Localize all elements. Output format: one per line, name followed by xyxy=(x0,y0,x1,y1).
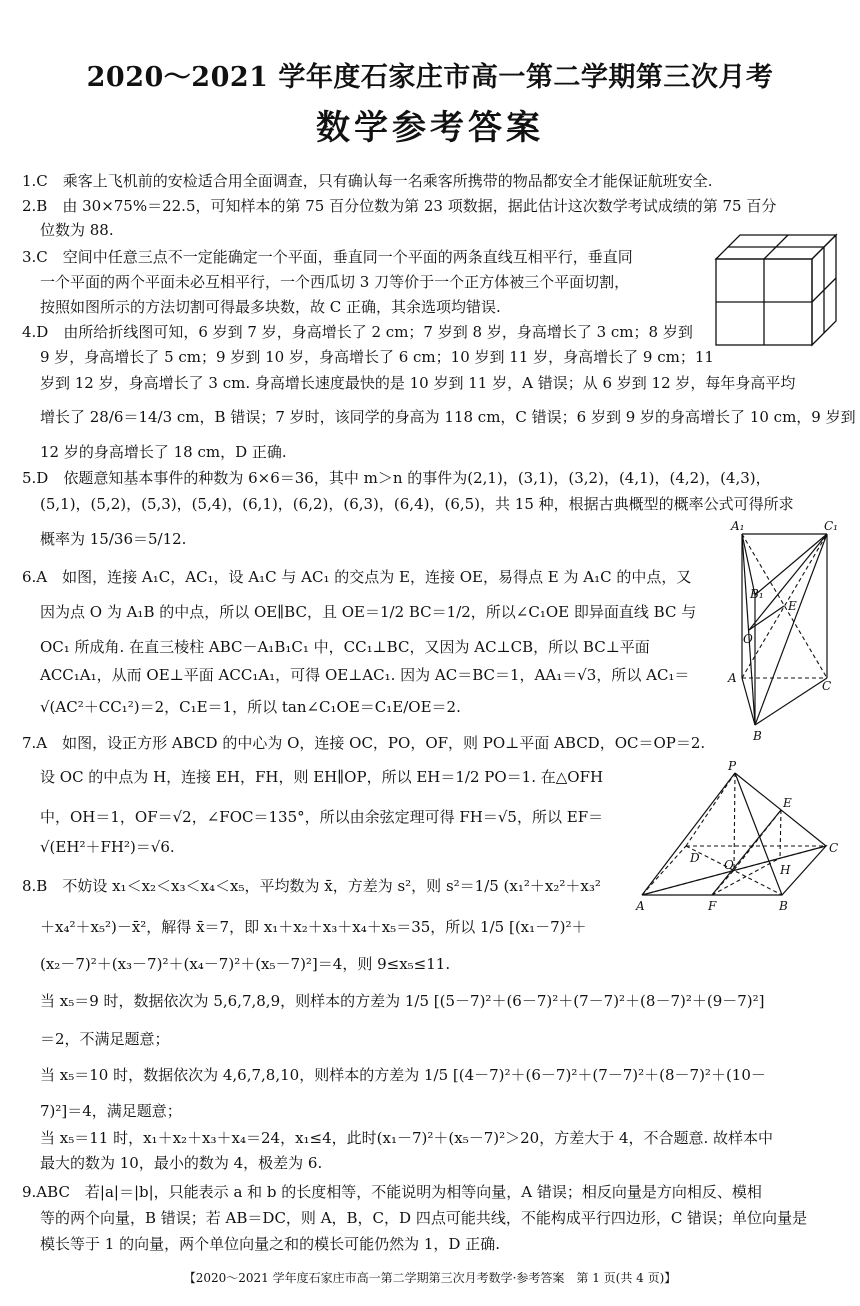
prism-label: A xyxy=(728,671,737,685)
prism-label: C₁ xyxy=(824,520,838,533)
pyramid-label: D xyxy=(690,851,700,865)
answer-line: 岁到 12 岁，身高增长了 3 cm. 身高增长速度最快的是 10 岁到 11 岁，A 错误；从 6 岁到 12 岁，每年身高平均 xyxy=(40,374,796,392)
answer-line: (5,1)，(5,2)，(5,3)，(5,4)，(6,1)，(6,2)，(6,3)，(6,4)，(6,5)，共 15 种，根据古典概型的概率公式可得所求 xyxy=(40,495,794,513)
answer-line: 按照如图所示的方法切割可得最多块数，故 C 正确，其余选项均错误. xyxy=(40,298,501,316)
answer-line: 因为点 O 为 A₁B 的中点，所以 OE∥BC，且 OE＝1/2 BC＝1/2，所以∠C₁OE 即异面直线 BC 与 xyxy=(40,603,697,621)
page-footer: 【2020～2021 学年度石家庄市高一第二学期第三次月考数学·参考答案 第 1 页(共 4 页)】 xyxy=(183,1271,677,1285)
prism-label: C xyxy=(822,679,832,693)
answer-line: ＋x₄²＋x₅²)－x̄²，解得 x̄＝7，即 x₁＋x₂＋x₃＋x₄＋x₅＝35，所以 1/5 [(x₁－7)²＋ xyxy=(40,918,587,936)
answer-line: OC₁ 所成角. 在直三棱柱 ABC－A₁B₁C₁ 中，CC₁⊥BC，又因为 AC⊥CB，所以 BC⊥平面 xyxy=(40,638,650,656)
answer-line: 中，OH＝1，OF＝√2，∠FOC＝135°，所以由余弦定理可得 FH＝√5，所以 EF＝ xyxy=(40,808,604,826)
answer-line: 设 OC 的中点为 H，连接 EH，FH，则 EH∥OP，所以 EH＝1/2 PO＝1. 在△OFH xyxy=(40,768,604,786)
answer-line: 6.A 如图，连接 A₁C，AC₁，设 A₁C 与 AC₁ 的交点为 E，连接 OE，易得点 E 为 A₁C 的中点，又 xyxy=(22,568,692,586)
answer-line: 5.D 依题意知基本事件的种数为 6×6＝36，其中 m＞n 的事件为(2,1)，(3,1)，(3,2)，(4,1)，(4,2)，(4,3)， xyxy=(22,469,771,487)
pyramid-figure xyxy=(630,758,845,918)
pyramid-label: C xyxy=(829,841,839,855)
prism-label: E xyxy=(788,599,797,613)
pyramid-label: O xyxy=(724,858,734,872)
answer-line: (x₂－7)²＋(x₃－7)²＋(x₄－7)²＋(x₅－7)²]＝4，则 9≤x₅≤11. xyxy=(40,955,451,973)
answer-line: ＝2，不满足题意； xyxy=(40,1030,170,1048)
pyramid-label: P xyxy=(728,759,737,773)
answer-line: 当 x₅＝9 时，数据依次为 5,6,7,8,9，则样本的方差为 1/5 [(5－7)²＋(6－7)²＋(7－7)²＋(8－7)²＋(9－7)²] xyxy=(40,992,765,1010)
prism-label: O xyxy=(743,632,753,646)
answer-line: 1.C 乘客上飞机前的安检适合用全面调查，只有确认每一名乘客所携带的物品都安全才能保证航班安全. xyxy=(22,172,713,190)
page-subtitle: 数学参考答案 xyxy=(316,108,544,148)
pyramid-label: B xyxy=(779,899,788,913)
pyramid-label: A xyxy=(636,899,645,913)
answer-line: 4.D 由所给折线图可知，6 岁到 7 岁，身高增长了 2 cm；7 岁到 8 岁，身高增长了 3 cm；8 岁到 xyxy=(22,323,693,341)
pyramid-label: H xyxy=(780,863,791,877)
answer-line: 12 岁的身高增长了 18 cm，D 正确. xyxy=(40,443,287,461)
cube-figure xyxy=(710,229,840,351)
answer-line: 当 x₅＝10 时，数据依次为 4,6,7,8,10，则样本的方差为 1/5 [(4－7)²＋(6－7)²＋(7－7)²＋(8－7)²＋(10－ xyxy=(40,1066,766,1084)
prism-label: B₁ xyxy=(750,587,764,601)
answer-line: 7)²]＝4，满足题意； xyxy=(40,1102,182,1120)
answer-line: 9 岁，身高增长了 5 cm；9 岁到 10 岁，身高增长了 6 cm；10 岁到 11 岁，身高增长了 9 cm；11 xyxy=(40,348,714,366)
answer-line: 位数为 88. xyxy=(40,221,114,239)
answer-line: 2.B 由 30×75%＝22.5，可知样本的第 75 百分位数为第 23 项数据，据此估计这次数学考试成绩的第 75 百分 xyxy=(22,197,777,215)
answer-line: 当 x₅＝11 时，x₁＋x₂＋x₃＋x₄＝24，x₁≤4，此时(x₁－7)²＋(x₅－7)²＞20，方差大于 4，不合题意. 故样本中 xyxy=(40,1129,774,1147)
answer-line: 7.A 如图，设正方形 ABCD 的中心为 O，连接 OC，PO，OF，则 PO⊥平面 ABCD，OC＝OP＝2. xyxy=(22,734,706,752)
answer-line: 最大的数为 10，最小的数为 4，极差为 6. xyxy=(40,1154,323,1172)
pyramid-label: E xyxy=(783,796,792,810)
answer-line: 9.ABC 若|a|＝|b|，只能表示 a 和 b 的长度相等，不能说明为相等向量，A 错误；相反向量是方向相反、模相 xyxy=(22,1183,762,1201)
answer-line: 模长等于 1 的向量，两个单位向量之和的模长可能仍然为 1，D 正确. xyxy=(40,1235,500,1253)
page-title: 2020～2021 学年度石家庄市高一第二学期第三次月考 xyxy=(86,62,774,93)
answer-line: √(AC²＋CC₁²)＝2，C₁E＝1，所以 tan∠C₁OE＝C₁E/OE＝2. xyxy=(40,698,461,716)
prism-figure xyxy=(722,520,842,745)
answer-line: 3.C 空间中任意三点不一定能确定一个平面，垂直同一个平面的两条直线互相平行，垂直同 xyxy=(22,248,633,266)
answer-line: √(EH²＋FH²)＝√6. xyxy=(40,838,175,856)
answer-line: 一个平面的两个平面未必互相平行，一个西瓜切 3 刀等价于一个正方体被三个平面切割， xyxy=(40,273,630,291)
prism-label: A₁ xyxy=(731,520,745,533)
answer-line: 等的两个向量，B 错误；若 AB＝DC，则 A，B，C，D 四点可能共线，不能构成平行四边形，C 错误；单位向量是 xyxy=(40,1209,808,1227)
answer-line: 概率为 15/36＝5/12. xyxy=(40,530,187,548)
answer-line: 8.B 不妨设 x₁＜x₂＜x₃＜x₄＜x₅，平均数为 x̄，方差为 s²，则 s²＝1/5 (x₁²＋x₂²＋x₃² xyxy=(22,877,601,895)
answer-line: 增长了 28/6＝14/3 cm，B 错误；7 岁时，该同学的身高为 118 cm，C 错误；6 岁到 9 岁的身高增长了 10 cm，9 岁到 xyxy=(40,408,856,426)
prism-label: B xyxy=(753,729,762,743)
answer-line: ACC₁A₁，从而 OE⊥平面 ACC₁A₁，可得 OE⊥AC₁. 因为 AC＝BC＝1，AA₁＝√3，所以 AC₁＝ xyxy=(40,666,690,684)
pyramid-label: F xyxy=(708,899,717,913)
